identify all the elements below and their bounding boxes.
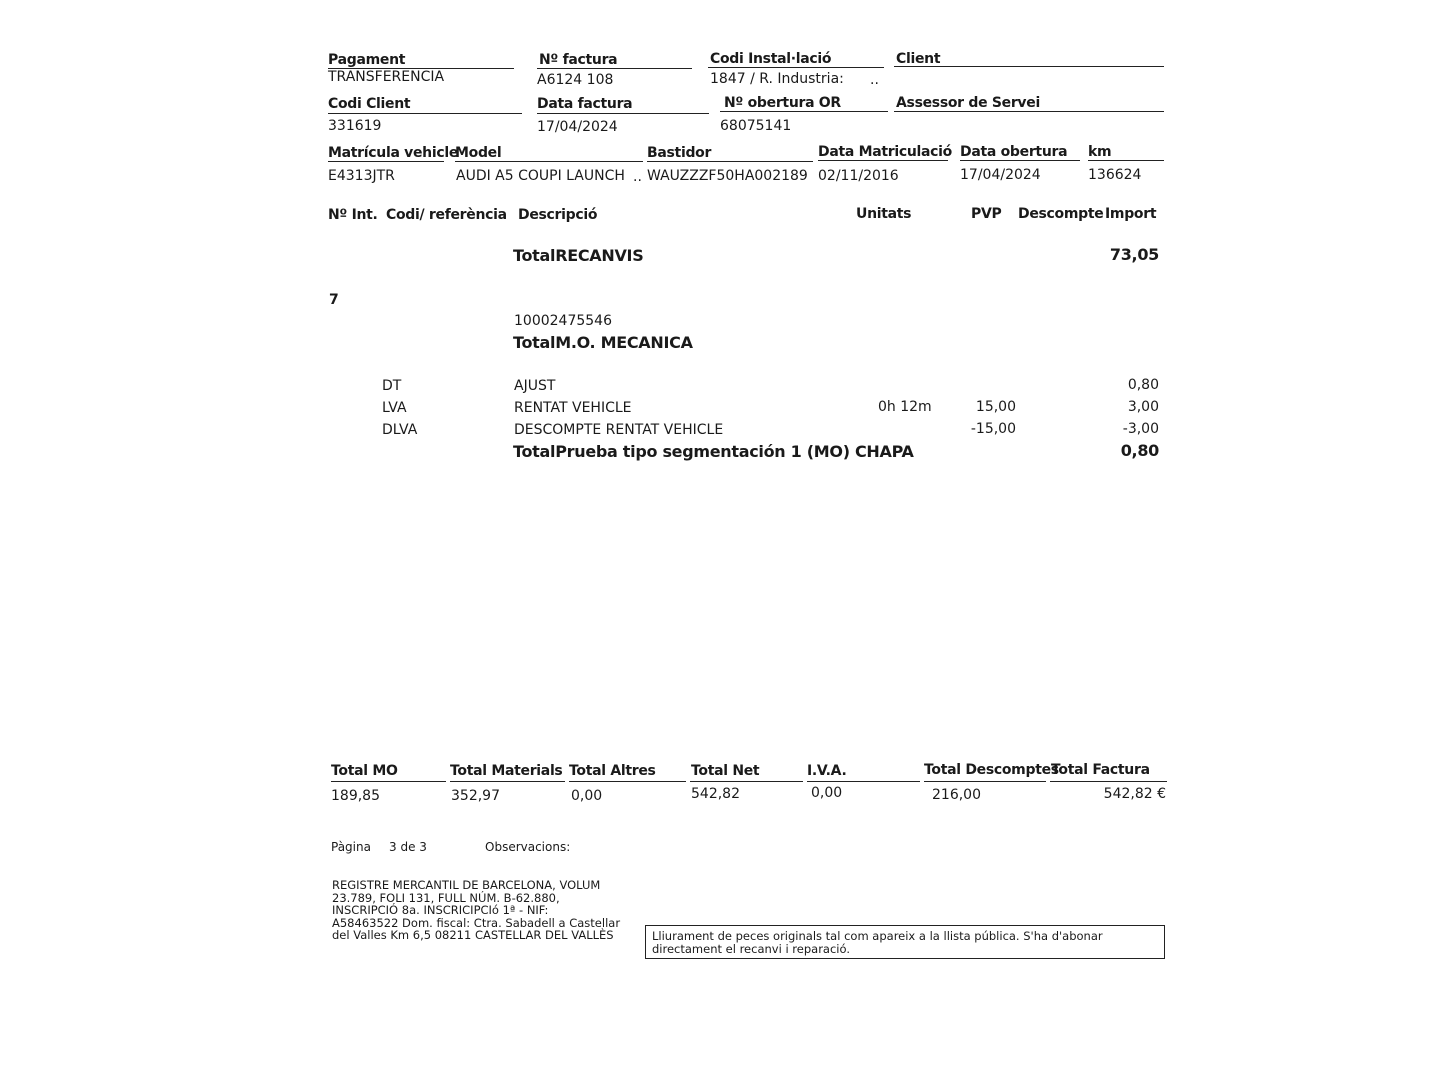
client-code-value: 331619 <box>328 118 382 134</box>
observations-label: Observacions: <box>485 840 571 854</box>
plate-label: Matrícula vehicle <box>328 145 459 161</box>
vat-label: I.V.A. <box>807 763 847 779</box>
vin-underline <box>647 161 813 162</box>
line-description: RENTAT VEHICLE <box>514 400 632 416</box>
total-net-label: Total Net <box>691 763 760 779</box>
registry-line: A58463522 Dom. fiscal: Ctra. Sabadell a Castellar <box>332 915 621 930</box>
total-labour-underline <box>331 781 446 782</box>
invoice-date-label: Data factura <box>537 96 633 112</box>
line-amount: -3,00 <box>1122 421 1159 437</box>
vat-underline <box>807 781 920 782</box>
km-value: 136624 <box>1088 167 1142 183</box>
repair-order-value: 68075141 <box>720 118 792 134</box>
vin-label: Bastidor <box>647 145 712 161</box>
total-parts-value: 73,05 <box>1109 245 1159 264</box>
registration-date-value: 02/11/2016 <box>818 168 899 184</box>
total-net-value: 542,82 <box>691 786 740 802</box>
total-materials-value: 352,97 <box>451 788 500 804</box>
service-advisor-underline <box>894 111 1164 112</box>
total-other-value: 0,00 <box>571 788 603 804</box>
client-code-underline <box>328 113 522 114</box>
column-amount: Import <box>1105 206 1157 222</box>
line-pvp: -15,00 <box>970 421 1016 437</box>
line-code: DT <box>382 378 402 394</box>
registry-line: 23.789, FOLI 131, FULL NÚM. B-62.880, <box>332 890 560 905</box>
line-code: DLVA <box>382 422 418 438</box>
installation-code-label: Codi Instal·lació <box>710 51 832 67</box>
plate-underline <box>328 161 444 162</box>
total-discounts-underline <box>924 781 1046 782</box>
total-net-underline <box>690 781 803 782</box>
opening-date-underline <box>960 160 1080 161</box>
total-segmentation-value: 0,80 <box>1120 441 1159 460</box>
total-materials-underline <box>450 781 565 782</box>
payment-label: Pagament <box>328 52 406 68</box>
registry-line: del Valles Km 6,5 08211 CASTELLAR DEL VALLÈS <box>332 928 614 942</box>
column-units: Unitats <box>856 206 912 222</box>
line-code: LVA <box>382 400 407 416</box>
total-discounts-label: Total Descomptes <box>924 762 1059 778</box>
km-label: km <box>1088 144 1112 160</box>
model-dots: .. <box>633 169 642 185</box>
registration-date-label: Data Matriculació <box>818 144 952 160</box>
page-label: Pàgina <box>331 840 371 854</box>
repair-order-underline <box>720 111 888 112</box>
repair-order-label: Nº obertura OR <box>724 95 841 111</box>
column-description: Descripció <box>518 207 598 223</box>
model-underline <box>455 161 643 162</box>
plate-value: E4313JTR <box>328 168 395 184</box>
vat-value: 0,00 <box>811 785 843 801</box>
line-units: 0h 12m <box>878 399 932 415</box>
client-code-label: Codi Client <box>328 96 411 112</box>
model-value: AUDI A5 COUPI LAUNCH <box>456 168 625 184</box>
opening-date-value: 17/04/2024 <box>960 167 1041 183</box>
opening-date-label: Data obertura <box>960 144 1068 160</box>
service-advisor-label: Assessor de Servei <box>896 95 1040 111</box>
total-invoice-value: 542,82 € <box>1103 786 1166 802</box>
line-description: AJUST <box>514 378 556 394</box>
installation-code-underline <box>708 67 884 68</box>
registry-text <box>332 879 620 942</box>
line-pvp: 15,00 <box>975 399 1016 415</box>
km-underline <box>1088 160 1164 161</box>
invoice-date-underline <box>537 113 709 114</box>
client-underline <box>894 66 1164 67</box>
notice-line: Lliurament de peces originals tal com apareix a la llista pública. S'ha d'abonar <box>652 929 1103 943</box>
invoice-date-value: 17/04/2024 <box>537 119 618 135</box>
column-reference: Codi/ referència <box>386 207 507 223</box>
registry-line: INSCRIPCIÓ 8a. INSCRICIPCIó 1ª - NIF: <box>332 903 549 917</box>
invoice-number-value: A6124 108 <box>537 72 614 88</box>
installation-code-value: 1847 / R. Industria: <box>710 71 844 87</box>
model-label: Model <box>455 145 502 161</box>
total-discounts-value: 216,00 <box>932 787 981 803</box>
line-amount: 3,00 <box>1127 399 1159 415</box>
line-description: DESCOMPTE RENTAT VEHICLE <box>514 422 724 438</box>
column-discount: Descompte <box>1018 206 1104 222</box>
total-materials-label: Total Materials <box>450 763 563 779</box>
group-number: 7 <box>329 292 339 308</box>
total-segmentation-label: TotalPrueba tipo segmentación 1 (MO) CHAPA <box>513 442 914 461</box>
page-number: 3 de 3 <box>389 840 427 854</box>
registry-line: REGISTRE MERCANTIL DE BARCELONA, VOLUM <box>332 878 601 892</box>
total-other-label: Total Altres <box>569 763 656 779</box>
invoice-number-label: Nº factura <box>539 52 618 68</box>
reference-code: 10002475546 <box>514 313 612 329</box>
column-internal-number: Nº Int. <box>328 207 378 223</box>
total-other-underline <box>569 781 686 782</box>
vin-value: WAUZZZF50HA002189 <box>647 168 808 184</box>
total-labour-summary-value: 189,85 <box>331 788 380 804</box>
client-label: Client <box>896 51 941 67</box>
total-parts-label: TotalRECANVIS <box>513 246 644 265</box>
notice-line: directament el recanvi i reparació. <box>652 942 850 956</box>
parts-notice-box <box>645 925 1165 959</box>
total-labour-summary-label: Total MO <box>331 763 398 779</box>
installation-code-dots: .. <box>870 72 879 88</box>
invoice-number-underline <box>537 68 692 69</box>
total-invoice-underline <box>1050 781 1167 782</box>
total-invoice-label: Total Factura <box>1051 762 1150 778</box>
column-pvp: PVP <box>971 206 1002 222</box>
line-amount: 0,80 <box>1127 377 1159 393</box>
total-labour-label: TotalM.O. MECANICA <box>513 333 693 352</box>
payment-value: TRANSFERENCIA <box>328 69 445 85</box>
registration-date-underline <box>818 160 948 161</box>
